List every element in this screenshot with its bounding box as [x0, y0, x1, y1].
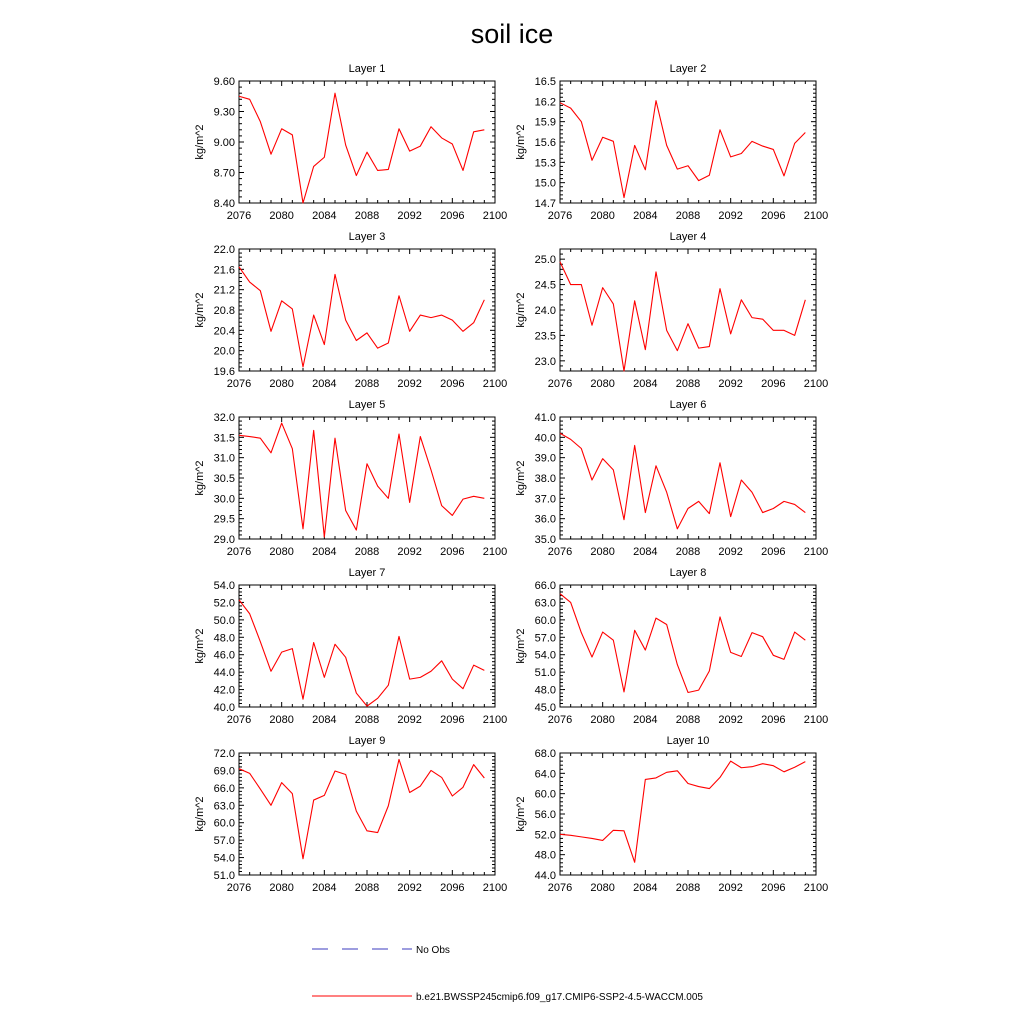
y-tick-label: 8.40 — [213, 198, 235, 210]
y-tick-label: 23.5 — [534, 330, 556, 343]
x-tick-label: 2076 — [547, 882, 573, 894]
y-tick-label: 57.0 — [213, 835, 235, 848]
y-tick-label: 45.0 — [534, 702, 556, 714]
y-tick-label: 20.0 — [213, 345, 235, 358]
x-tick-label: 2096 — [440, 378, 465, 390]
y-axis-label: kg/m^2 — [515, 628, 527, 664]
series-line — [239, 423, 484, 537]
y-tick-label: 35.0 — [534, 534, 556, 546]
panel-title: Layer 2 — [669, 63, 707, 75]
y-tick-label: 16.2 — [534, 96, 556, 109]
x-tick-label: 2092 — [397, 546, 422, 558]
y-tick-label: 31.5 — [213, 432, 235, 445]
y-tick-label: 54.0 — [534, 649, 556, 662]
x-tick-label: 2100 — [482, 546, 508, 558]
y-axis-label: kg/m^2 — [515, 292, 527, 328]
series-line — [239, 93, 484, 203]
y-tick-label: 46.0 — [213, 649, 235, 662]
x-tick-label: 2096 — [761, 546, 786, 558]
x-tick-label: 2080 — [590, 210, 615, 222]
y-tick-label: 25.0 — [534, 254, 556, 267]
x-tick-label: 2084 — [312, 378, 337, 390]
x-tick-label: 2092 — [397, 714, 422, 726]
y-tick-label: 9.00 — [213, 137, 235, 149]
x-tick-label: 2100 — [803, 210, 829, 222]
panel-grid — [194, 63, 828, 894]
plot-frame — [560, 81, 816, 203]
panel-layer-5 — [194, 399, 507, 558]
panel-title: Layer 4 — [669, 231, 707, 243]
y-axis-label: kg/m^2 — [194, 124, 206, 160]
panel-layer-8 — [515, 567, 828, 726]
plot-frame — [560, 249, 816, 371]
x-tick-label: 2080 — [269, 882, 294, 894]
x-tick-label: 2088 — [675, 210, 701, 222]
y-tick-label: 36.0 — [534, 513, 556, 526]
y-tick-label: 48.0 — [534, 849, 556, 862]
x-tick-label: 2084 — [312, 714, 337, 726]
panel-layer-6 — [515, 399, 828, 558]
panel-layer-9 — [194, 735, 507, 894]
plot-frame — [560, 753, 816, 875]
y-tick-label: 41.0 — [534, 412, 556, 424]
x-tick-label: 2096 — [440, 882, 465, 894]
series-line — [560, 262, 805, 371]
y-tick-label: 57.0 — [534, 632, 556, 645]
y-tick-label: 30.5 — [213, 473, 235, 485]
y-tick-label: 14.7 — [534, 198, 556, 210]
panel-layer-3 — [194, 231, 507, 390]
x-tick-label: 2096 — [761, 714, 786, 726]
y-tick-label: 39.0 — [534, 452, 556, 465]
y-tick-label: 23.0 — [534, 355, 556, 368]
y-tick-label: 38.0 — [534, 473, 556, 485]
y-tick-label: 9.60 — [213, 76, 235, 88]
y-tick-label: 15.0 — [534, 177, 556, 190]
x-tick-label: 2096 — [440, 210, 465, 222]
x-tick-label: 2096 — [440, 546, 465, 558]
x-tick-label: 2088 — [675, 714, 701, 726]
y-tick-label: 48.0 — [534, 684, 556, 697]
series-line — [560, 594, 805, 693]
y-tick-label: 20.4 — [213, 325, 235, 338]
y-tick-label: 24.5 — [534, 279, 556, 292]
series-line — [239, 759, 484, 858]
x-tick-label: 2076 — [226, 378, 252, 390]
y-tick-label: 52.0 — [213, 597, 235, 610]
y-tick-label: 15.6 — [534, 137, 556, 149]
y-tick-label: 63.0 — [534, 597, 556, 610]
x-tick-label: 2092 — [397, 378, 422, 390]
x-tick-label: 2080 — [590, 546, 615, 558]
y-tick-label: 29.0 — [213, 534, 235, 546]
panel-layer-7 — [194, 567, 507, 726]
x-tick-label: 2092 — [718, 882, 743, 894]
x-tick-label: 2088 — [354, 546, 380, 558]
x-tick-label: 2080 — [269, 210, 294, 222]
y-tick-label: 60.0 — [534, 614, 556, 627]
y-tick-label: 20.8 — [213, 305, 235, 317]
y-tick-label: 8.70 — [213, 167, 235, 180]
x-tick-label: 2092 — [718, 210, 743, 222]
y-tick-label: 42.0 — [213, 684, 235, 697]
panel-layer-10 — [515, 735, 828, 894]
x-tick-label: 2100 — [803, 714, 829, 726]
y-tick-label: 40.0 — [534, 432, 556, 445]
x-tick-label: 2096 — [761, 882, 786, 894]
x-tick-label: 2096 — [761, 210, 786, 222]
x-tick-label: 2092 — [718, 546, 743, 558]
y-tick-label: 19.6 — [213, 366, 235, 378]
legend-obs-label: No Obs — [416, 945, 450, 956]
x-tick-label: 2084 — [633, 378, 658, 390]
x-tick-label: 2096 — [440, 714, 465, 726]
x-tick-label: 2076 — [547, 714, 573, 726]
y-tick-label: 63.0 — [213, 800, 235, 813]
x-tick-label: 2080 — [269, 714, 294, 726]
x-tick-label: 2080 — [269, 546, 294, 558]
x-tick-label: 2088 — [354, 378, 380, 390]
x-tick-label: 2100 — [803, 378, 829, 390]
x-tick-label: 2084 — [633, 210, 658, 222]
x-tick-label: 2100 — [803, 546, 829, 558]
x-tick-label: 2076 — [547, 378, 573, 390]
panel-layer-1 — [194, 63, 507, 222]
x-tick-label: 2080 — [590, 882, 615, 894]
y-tick-label: 37.0 — [534, 493, 556, 506]
x-tick-label: 2100 — [803, 882, 829, 894]
plot-frame — [239, 753, 495, 875]
series-line — [560, 433, 805, 529]
plot-frame — [239, 81, 495, 203]
panel-title: Layer 5 — [348, 399, 386, 411]
y-tick-label: 54.0 — [213, 852, 235, 865]
y-axis-label: kg/m^2 — [515, 124, 527, 160]
x-tick-label: 2076 — [547, 210, 573, 222]
y-tick-label: 16.5 — [534, 76, 556, 88]
x-tick-label: 2092 — [397, 882, 422, 894]
x-tick-label: 2100 — [482, 714, 508, 726]
panel-title: Layer 3 — [348, 231, 386, 243]
panel-layer-2 — [515, 63, 828, 222]
x-tick-label: 2092 — [718, 714, 743, 726]
x-tick-label: 2088 — [354, 882, 380, 894]
y-axis-label: kg/m^2 — [194, 460, 206, 496]
y-tick-label: 30.0 — [213, 493, 235, 506]
y-tick-label: 21.6 — [213, 264, 235, 277]
x-tick-label: 2080 — [590, 714, 615, 726]
panel-title: Layer 6 — [669, 399, 707, 411]
y-tick-label: 54.0 — [213, 580, 235, 592]
plot-frame — [560, 585, 816, 707]
x-tick-label: 2084 — [633, 882, 658, 894]
x-tick-label: 2100 — [482, 882, 508, 894]
legend-model-label: b.e21.BWSSP245cmip6.f09_g17.CMIP6-SSP2-4.5-WACCM.005 — [416, 992, 703, 1003]
y-tick-label: 50.0 — [213, 614, 235, 627]
x-tick-label: 2092 — [397, 210, 422, 222]
panel-title: Layer 1 — [348, 63, 386, 75]
plot-frame — [239, 585, 495, 707]
y-axis-label: kg/m^2 — [194, 796, 206, 832]
panel-title: Layer 9 — [348, 735, 386, 747]
y-tick-label: 51.0 — [213, 870, 235, 882]
plot-frame — [239, 249, 495, 371]
y-tick-label: 66.0 — [213, 782, 235, 795]
y-tick-label: 9.30 — [213, 106, 235, 119]
x-tick-label: 2076 — [547, 546, 573, 558]
y-tick-label: 64.0 — [534, 768, 556, 781]
x-tick-label: 2076 — [226, 546, 252, 558]
y-tick-label: 60.0 — [213, 817, 235, 830]
y-tick-label: 51.0 — [534, 667, 556, 680]
x-tick-label: 2100 — [482, 378, 508, 390]
y-tick-label: 24.0 — [534, 305, 556, 317]
panel-title: Layer 10 — [666, 735, 710, 747]
x-tick-label: 2088 — [675, 378, 701, 390]
y-tick-label: 60.0 — [534, 788, 556, 801]
y-axis-label: kg/m^2 — [515, 460, 527, 496]
x-tick-label: 2084 — [312, 210, 337, 222]
y-tick-label: 31.0 — [213, 452, 235, 465]
x-tick-label: 2076 — [226, 714, 252, 726]
series-line — [560, 101, 805, 198]
y-axis-label: kg/m^2 — [194, 292, 206, 328]
series-line — [239, 267, 484, 367]
y-axis-label: kg/m^2 — [515, 796, 527, 832]
x-tick-label: 2096 — [761, 378, 786, 390]
y-tick-label: 32.0 — [213, 412, 235, 424]
x-tick-label: 2076 — [226, 210, 252, 222]
y-tick-label: 44.0 — [534, 870, 556, 882]
x-tick-label: 2088 — [675, 882, 701, 894]
x-tick-label: 2088 — [675, 546, 701, 558]
x-tick-label: 2084 — [312, 546, 337, 558]
series-line — [560, 761, 805, 862]
x-tick-label: 2088 — [354, 210, 380, 222]
series-line — [239, 600, 484, 706]
y-tick-label: 48.0 — [213, 632, 235, 645]
panel-title: Layer 8 — [669, 567, 707, 579]
x-tick-label: 2080 — [590, 378, 615, 390]
y-tick-label: 72.0 — [213, 748, 235, 760]
x-tick-label: 2092 — [718, 378, 743, 390]
panel-layer-4 — [515, 231, 828, 390]
y-tick-label: 44.0 — [213, 667, 235, 680]
panel-title: Layer 7 — [348, 567, 386, 579]
figure-title: soil ice — [470, 19, 554, 49]
y-tick-label: 52.0 — [534, 829, 556, 842]
x-tick-label: 2084 — [633, 546, 658, 558]
y-axis-label: kg/m^2 — [194, 628, 206, 664]
x-tick-label: 2100 — [482, 210, 508, 222]
x-tick-label: 2084 — [633, 714, 658, 726]
y-tick-label: 40.0 — [213, 702, 235, 714]
y-tick-label: 69.0 — [213, 765, 235, 778]
y-tick-label: 68.0 — [534, 748, 556, 760]
y-tick-label: 29.5 — [213, 513, 235, 526]
x-tick-label: 2088 — [354, 714, 380, 726]
y-tick-label: 15.9 — [534, 116, 556, 129]
x-tick-label: 2080 — [269, 378, 294, 390]
y-tick-label: 22.0 — [213, 244, 235, 256]
legend — [312, 945, 703, 1003]
y-tick-label: 66.0 — [534, 580, 556, 592]
y-tick-label: 21.2 — [213, 284, 235, 297]
x-tick-label: 2084 — [312, 882, 337, 894]
y-tick-label: 56.0 — [534, 809, 556, 821]
plot-frame — [560, 417, 816, 539]
y-tick-label: 15.3 — [534, 157, 556, 170]
x-tick-label: 2076 — [226, 882, 252, 894]
